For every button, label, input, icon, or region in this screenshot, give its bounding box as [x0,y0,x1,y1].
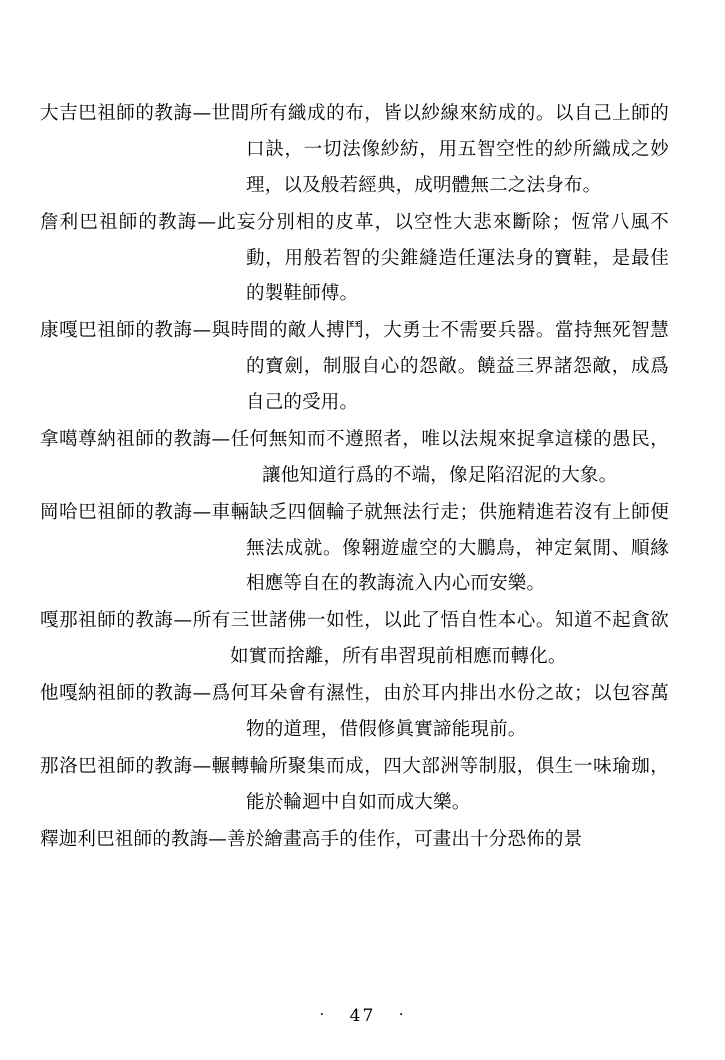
teaching-entry [40,422,669,494]
teaching-entry [40,313,669,421]
footer-dot-right: · [398,1005,406,1023]
teaching-text: 詹利巴祖師的教誨—此妄分別相的皮革，以空性大悲來斷除；恆常八風不動，用般若智的尖錐縫造任運法身的寶鞋，是最佳的製鞋師傅。 [40,211,669,305]
teaching-entry [40,749,669,821]
teaching-text: 釋迦利巴祖師的教誨—善於繪畫高手的佳作，可畫出十分恐佈的景 [40,828,583,850]
teaching-entry [40,603,669,675]
teaching-text: 那洛巴祖師的教誨—輾轉輪所聚集而成，四大部洲等制服，俱生一味瑜珈，能於輪迴中自如而成大樂。 [40,755,669,813]
page-number: 47 [349,1006,376,1026]
teaching-text: 康嘎巴祖師的教誨—與時間的敵人搏鬥，大勇士不需要兵器。當持無死智慧的寶劍，制服自心的怨敵。饒益三界諸怨敵，成爲自己的受用。 [40,320,669,413]
page-body [40,96,669,857]
teaching-entry [40,205,669,313]
teaching-text: 他嘎納祖師的教誨—爲何耳朵會有濕性，由於耳内排出水份之故；以包容萬物的道理，借假修眞實諦能現前。 [40,683,669,740]
teaching-text: 大吉巴祖師的教誨—世間所有織成的布，皆以紗線來紡成的。以自己上師的口訣，一切法像紗紡，用五智空性的紗所織成之妙理，以及般若經典，成明體無二之法身布。 [40,103,669,196]
teaching-entry [40,495,669,603]
teaching-entry [40,822,669,858]
teaching-text: 拿噶尊納祖師的教誨—任何無知而不遵照者，唯以法規來捉拿這樣的愚民，讓他知道行爲的不端，像足陷沼泥的大象。 [40,428,669,486]
teaching-text: 岡哈巴祖師的教誨—車輛缺乏四個輪子就無法行走；供施精進若沒有上師便無法成就。像翱遊虛空的大鵬鳥，神定氣閒、順緣相應等自在的教誨流入内心而安樂。 [40,501,669,595]
teaching-entry [40,96,669,204]
teaching-entry [40,676,669,748]
teaching-text: 嘎那祖師的教誨—所有三世諸佛一如性，以此了悟自性本心。知道不起貪欲如實而捨離，所有串習現前相應而轉化。 [40,610,669,668]
page-footer [0,1005,725,1026]
footer-dot-left: · [319,1005,327,1023]
